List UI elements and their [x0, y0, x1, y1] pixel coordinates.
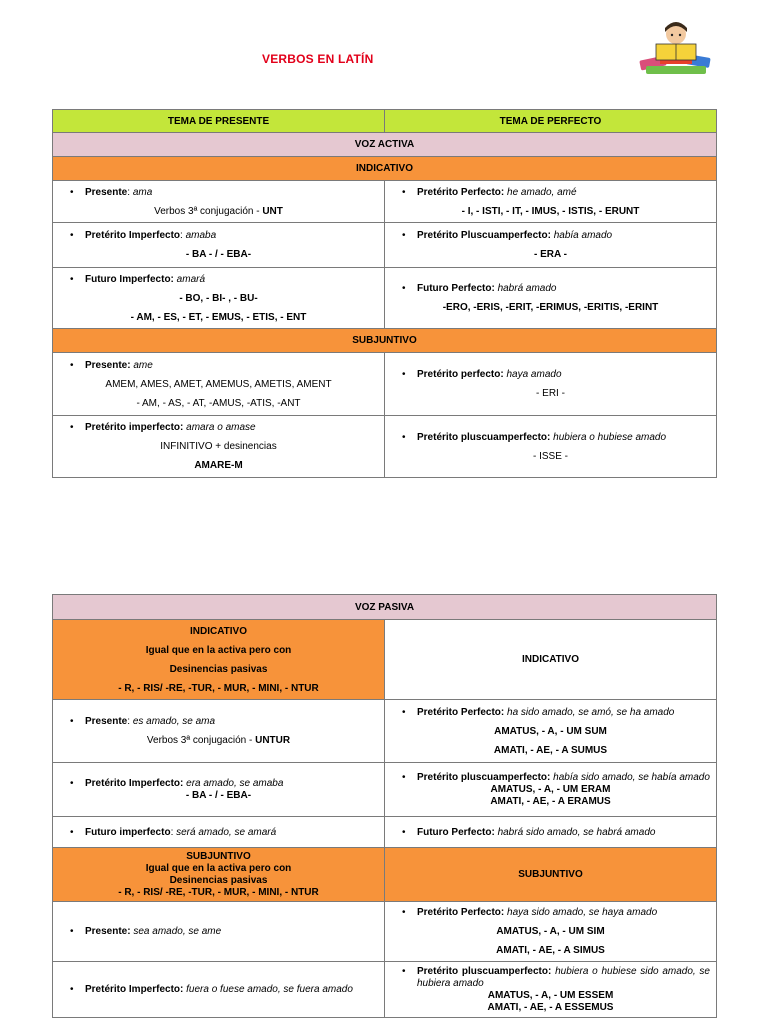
ending-text: - ISSE -	[532, 450, 568, 462]
ending-text: AMATI, - AE, - A ERAMUS	[490, 795, 611, 807]
list-item: • Pretérito pluscuamperfecto: había sido amado, se había amado	[391, 772, 710, 784]
table-row	[53, 181, 717, 223]
cell-pas-preterito-imperfecto	[53, 763, 385, 817]
indicativo-label: INDICATIVO	[189, 625, 248, 637]
ending-text: AMATUS, - A, - UM ERAM	[490, 783, 611, 795]
list-item: • Pretérito Imperfecto: fuera o fuese amado, se fuera amado	[59, 980, 378, 999]
list-item: • Pretérito Imperfecto: era amado, se amaba	[59, 778, 378, 790]
indicativo-desinencias-cell	[53, 620, 385, 700]
passive-voice-table	[52, 594, 717, 1018]
table-row	[53, 620, 717, 700]
list-item: • Pretérito Perfecto: he amado, amé	[391, 183, 710, 202]
cell-sub-preterito-perfecto	[385, 353, 717, 416]
cell-pas-sub-imperfecto	[53, 962, 385, 1018]
list-item: • Pretérito pluscuamperfecto: hubiera o hubiese sido amado, se hubiera amado	[391, 966, 710, 990]
table-row	[53, 902, 717, 962]
subjuntivo-row: SUBJUNTIVO	[53, 329, 717, 353]
table-row	[53, 763, 717, 817]
ending-text: - ERI -	[536, 388, 565, 399]
list-item: • Presente: ama	[59, 183, 378, 202]
list-item: • Pretérito Imperfecto: amaba	[59, 226, 378, 245]
ending-text: AMARE-M	[194, 460, 243, 471]
list-item: • Futuro Imperfecto: amará	[59, 270, 378, 289]
table-row	[53, 962, 717, 1018]
note-text: Desinencias pasivas	[169, 874, 268, 886]
cell-pas-futuro-imperfecto	[53, 817, 385, 848]
voz-pasiva-row: VOZ PASIVA	[53, 595, 717, 620]
ending-text: AMATUS, - A, - UM SIM	[496, 926, 605, 937]
cell-sub-presente	[53, 353, 385, 416]
list-item: • Futuro Perfecto: habrá sido amado, se habrá amado	[391, 823, 710, 842]
cell-pas-sub-presente	[53, 902, 385, 962]
ending-text: - AM, - ES, - ET, - EMUS, - ETIS, - ENT	[130, 311, 307, 323]
list-item: • Pretérito Perfecto: ha sido amado, se amó, se ha amado	[391, 703, 710, 722]
table-row	[53, 268, 717, 329]
ending-text: AMATUS, - A, - UM SUM	[494, 725, 607, 737]
ending-text: - R, - RIS/ -RE, -TUR, - MUR, - MINI, - NTUR	[118, 682, 319, 694]
list-item: • Pretérito Perfecto: haya sido amado, se haya amado	[391, 903, 710, 922]
subjuntivo-desinencias-cell	[53, 848, 385, 902]
cell-presente	[53, 181, 385, 223]
table-row	[53, 353, 717, 416]
ending-text: - BA - / - EBA-	[185, 789, 252, 801]
list-item: • Pretérito pluscuamperfecto: hubiera o hubiese amado	[391, 428, 710, 447]
cell-preterito-perfecto	[385, 181, 717, 223]
cell-pluscuamperfecto	[385, 223, 717, 268]
note-text: Desinencias pasivas	[169, 663, 268, 675]
list-item: • Pretérito Pluscuamperfecto: había amado	[391, 226, 710, 245]
cell-sub-pluscuamperfecto	[385, 416, 717, 478]
ending-text: AMEM, AMES, AMET, AMEMUS, AMETIS, AMENT	[105, 378, 332, 390]
ending-text: - BO, - BI- , - BU-	[179, 292, 258, 304]
ending-text: AMATUS, - A, - UM ESSEM	[487, 989, 614, 1001]
header-tema-perfecto: TEMA DE PERFECTO	[385, 110, 717, 133]
list-item: • Futuro Perfecto: habrá amado	[391, 279, 710, 298]
list-item: • Presente: es amado, se ama	[59, 712, 378, 731]
list-item: • Pretérito perfecto: haya amado	[391, 365, 710, 384]
cell-futuro-imperfecto	[53, 268, 385, 329]
ending-text: - ERA -	[534, 249, 567, 260]
table-row	[53, 416, 717, 478]
note-text: Igual que en la activa pero con	[145, 644, 292, 656]
note-text: Igual que en la activa pero con	[145, 862, 292, 874]
list-item: • Pretérito imperfecto: amara o amase	[59, 418, 378, 437]
cell-preterito-imperfecto	[53, 223, 385, 268]
ending-text: AMATI, - AE, - A SUMUS	[493, 744, 608, 756]
indicativo-right-cell: INDICATIVO	[385, 620, 717, 700]
table-row	[53, 817, 717, 848]
table-row	[53, 848, 717, 902]
ending-text: Verbos 3ª conjugación - UNT	[154, 205, 283, 217]
ending-text: -ERO, -ERIS, -ERIT, -ERIMUS, -ERITIS, -ERINT	[442, 302, 659, 313]
subjuntivo-label: SUBJUNTIVO	[186, 850, 251, 862]
table-row	[53, 223, 717, 268]
subjuntivo-right-cell: SUBJUNTIVO	[385, 848, 717, 902]
list-item: • Futuro imperfecto: será amado, se amará	[59, 823, 378, 842]
ending-text: - I, - ISTI, - IT, - IMUS, - ISTIS, - ERUNT	[461, 205, 640, 217]
ending-text: INFINITIVO + desinencias	[160, 441, 277, 452]
cell-sub-preterito-imperfecto	[53, 416, 385, 478]
cell-pas-sub-perfecto	[385, 902, 717, 962]
ending-text: - BA - / - EBA-	[185, 249, 252, 260]
ending-text: Verbos 3ª conjugación - UNTUR	[146, 735, 291, 746]
ending-text: - R, - RIS/ -RE, -TUR, - MUR, - MINI, - NTUR	[118, 886, 319, 898]
cell-pas-futuro-perfecto	[385, 817, 717, 848]
ending-text: - AM, - AS, - AT, -AMUS, -ATIS, -ANT	[136, 397, 301, 409]
ending-text: AMATI, - AE, - A SIMUS	[496, 945, 605, 956]
cell-pas-pluscuamperfecto	[385, 763, 717, 817]
table-row	[53, 700, 717, 763]
cell-pas-presente	[53, 700, 385, 763]
cell-pas-sub-pluscuamperfecto	[385, 962, 717, 1018]
child-reading-icon	[638, 22, 714, 80]
list-item: • Presente: sea amado, se ame	[59, 922, 378, 941]
active-voice-table	[52, 109, 717, 478]
indicativo-row: INDICATIVO	[53, 157, 717, 181]
ending-text: AMATI, - AE, - A ESSEMUS	[487, 1001, 614, 1013]
voz-activa-row: VOZ ACTIVA	[53, 133, 717, 157]
header-tema-presente: TEMA DE PRESENTE	[53, 110, 385, 133]
cell-futuro-perfecto	[385, 268, 717, 329]
page-title: VERBOS EN LATÍN	[262, 52, 374, 66]
list-item: • Presente: ame	[59, 356, 378, 375]
cell-pas-preterito-perfecto	[385, 700, 717, 763]
